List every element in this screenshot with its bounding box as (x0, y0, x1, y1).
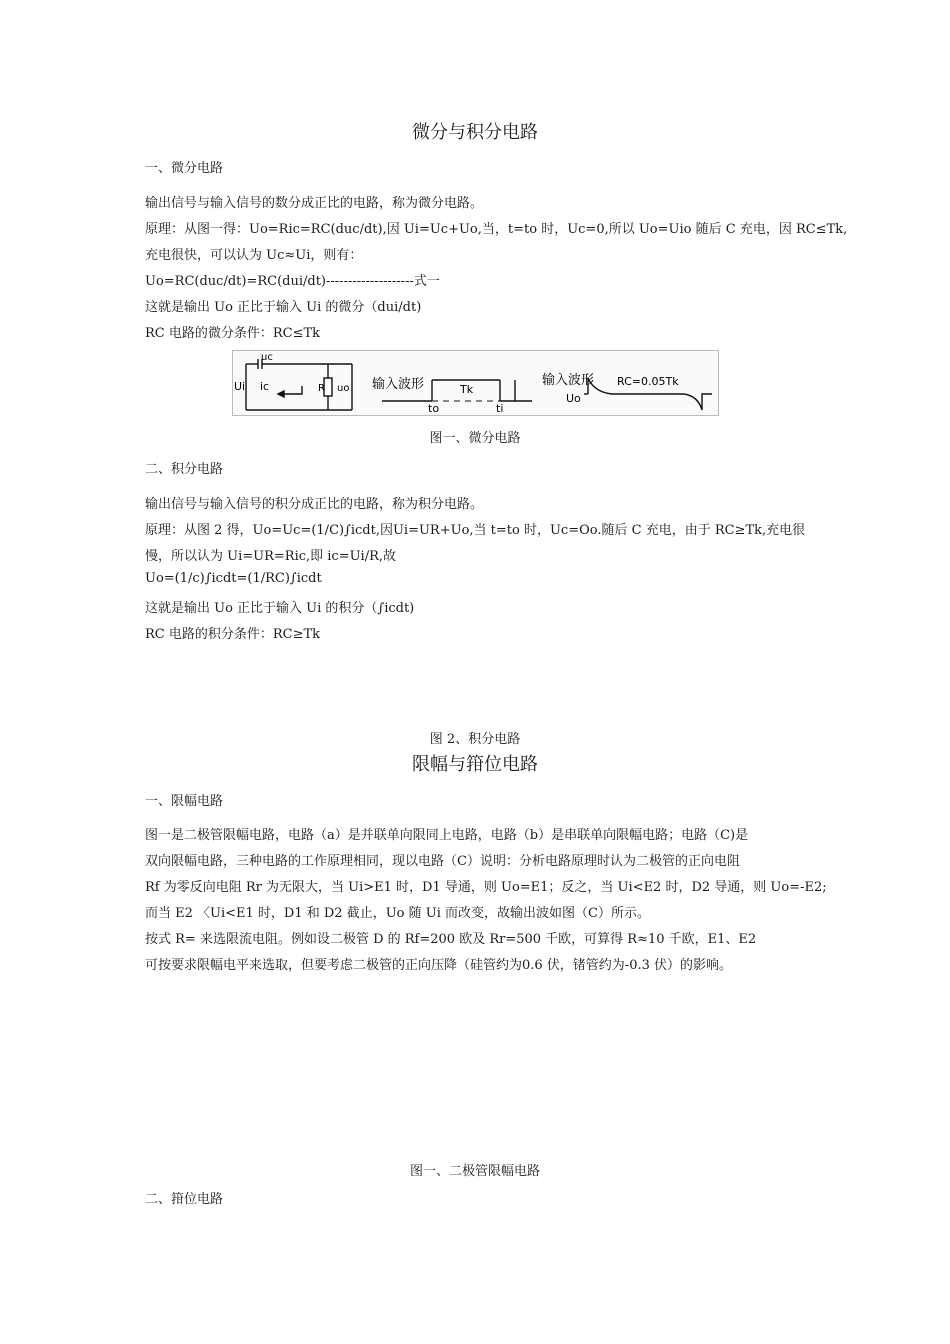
label-input-wave-1: 输入波形 (372, 377, 425, 392)
label-uo: uo (337, 383, 350, 394)
label-uo-wave: Uo (566, 392, 581, 405)
label-r: R (318, 383, 325, 394)
int-line-5: 这就是输出 Uo 正比于输入 Ui 的积分（∫icdt) (145, 601, 415, 616)
label-ic: ic (260, 380, 270, 393)
limit-line-6: 可按要求限幅电平来选取，但要考虑二极管的正向压降（硅管约为0.6 伏，锗管约为-0.3 伏）的影响。 (145, 958, 733, 973)
limiter-figure-caption: 图一、二极管限幅电路 (409, 1164, 540, 1179)
diff-line-1: 输出信号与输入信号的数分成正比的电路，称为微分电路。 (145, 196, 484, 211)
limit-line-2: 双向限幅电路，三种电路的工作原理相同，现以电路（C）说明：分析电路原理时认为二极管的正向电阻 (145, 854, 740, 869)
heading-integrator: 二、积分电路 (145, 462, 224, 477)
diff-line-4: Uo=RC(duc/dt)=RC(dui/dt)--------------------式一 (145, 274, 440, 289)
page-title: 微分与积分电路 (412, 122, 538, 143)
label-input-wave-2: 输入波形 (542, 373, 595, 388)
int-line-4: Uo=(1/c)∫icdt=(1/RC)∫icdt (145, 571, 322, 586)
label-ui: Ui (234, 380, 246, 393)
diff-line-5: 这就是输出 Uo 正比于输入 Ui 的微分（dui/dt) (145, 300, 422, 315)
label-rc-value: RC=0.05Tk (617, 375, 679, 388)
limit-line-3: Rf 为零反向电阻 Rr 为无限大，当 Ui>E1 时，D1 导通，则 Uo=E1；反之，当 Ui<E2 时，D2 导通，则 Uo=-E2; (145, 880, 827, 895)
diff-line-2: 原理：从图一得：Uo=Ric=RC(duc/dt),因 Ui=Uc+Uo,当，t=to 时，Uc=0,所以 Uo=Uio 随后 C 充电，因 RC≤Tk, (145, 222, 848, 237)
figure2-caption: 图 2、积分电路 (429, 732, 521, 747)
label-tk: Tk (460, 383, 474, 396)
int-line-3: 慢，所以认为 Ui=UR=Ric,即 ic=Ui/R,故 (145, 549, 397, 564)
diff-line-3: 充电很快，可以认为 Uc≈Ui，则有： (145, 248, 363, 263)
resistor-symbol (324, 378, 332, 396)
heading-differentiator: 一、微分电路 (145, 161, 224, 176)
int-line-6: RC 电路的积分条件：RC≥Tk (145, 627, 321, 642)
label-to: to (428, 402, 440, 415)
limit-line-4: 而当 E2 〈Ui<E1 时，D1 和 D2 截止，Uo 随 Ui 而改变，故输出波如图（C）所示。 (145, 906, 650, 921)
heading-clamp: 二、箝位电路 (145, 1192, 224, 1207)
int-line-2: 原理：从图 2 得，Uo=Uc=(1/C)∫icdt,因Ui=UR+Uo,当 t=to 时，Uc=Oo.随后 C 充电，由于 RC≥Tk,充电很 (145, 523, 806, 538)
figure1-caption: 图一、微分电路 (429, 431, 521, 446)
label-ti: ti (496, 402, 504, 415)
int-line-1: 输出信号与输入信号的积分成正比的电路，称为积分电路。 (145, 497, 484, 512)
section2-title: 限幅与箝位电路 (412, 754, 538, 775)
label-uc: uc (261, 352, 273, 363)
differentiator-figure (232, 350, 719, 416)
limit-line-5: 按式 R= 来选限流电阻。例如设二极管 D 的 Rf=200 欧及 Rr=500 千欧，可算得 R≈10 千欧，E1、E2 (145, 932, 757, 947)
heading-limiter: 一、限幅电路 (145, 794, 224, 809)
diff-line-6: RC 电路的微分条件：RC≤Tk (145, 326, 321, 341)
limit-line-1: 图一是二极管限幅电路，电路（a）是并联单向限同上电路，电路（b）是串联单向限幅电路；电路（C)是 (145, 828, 749, 843)
